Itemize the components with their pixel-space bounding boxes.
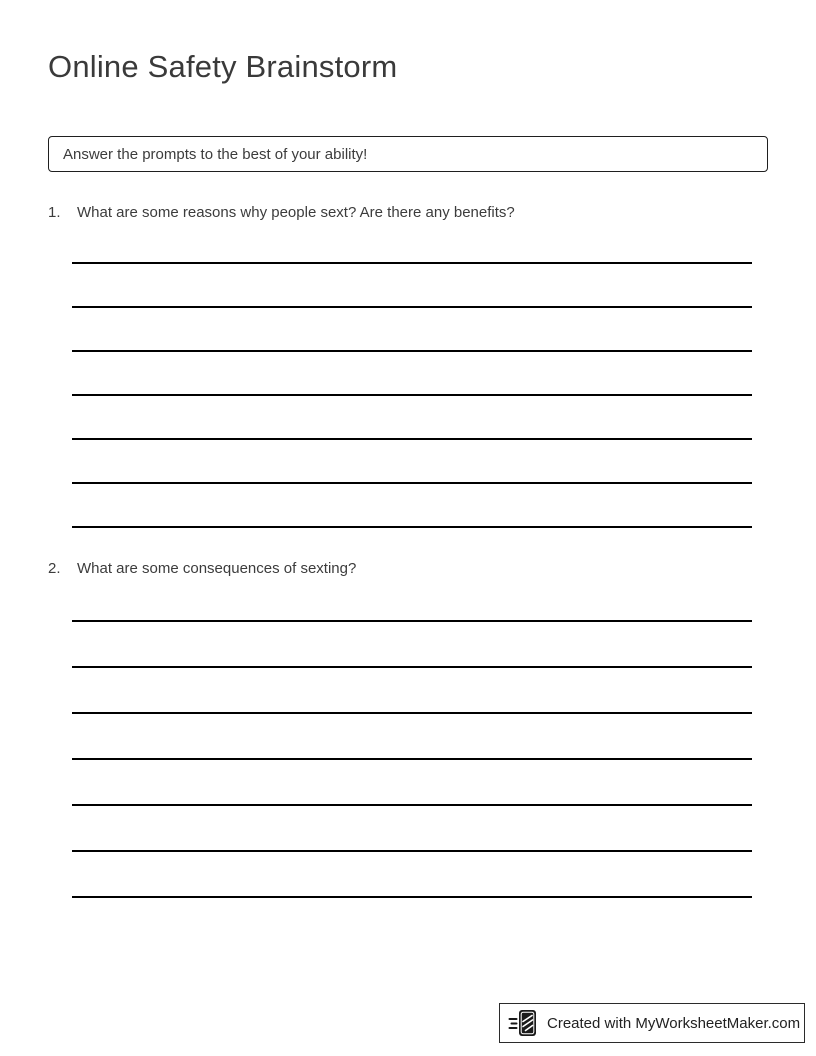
question-1-answer-lines	[72, 220, 752, 528]
answer-line	[72, 806, 752, 852]
answer-line	[72, 760, 752, 806]
instruction-text: Answer the prompts to the best of your ability!	[63, 145, 368, 163]
answer-line	[72, 220, 752, 264]
answer-line	[72, 622, 752, 668]
question-2-text: What are some consequences of sexting?	[77, 560, 357, 577]
question-1-text: What are some reasons why people sext? Are there any benefits?	[77, 204, 515, 221]
answer-line	[72, 440, 752, 484]
answer-line	[72, 576, 752, 622]
answer-line	[72, 714, 752, 760]
answer-line	[72, 264, 752, 308]
credit-badge	[499, 1003, 805, 1043]
question-2-number: 2.	[48, 560, 61, 577]
credit-text: Created with MyWorksheetMaker.com	[547, 1014, 801, 1032]
question-2-answer-lines	[72, 576, 752, 898]
answer-line	[72, 852, 752, 898]
question-1-number: 1.	[48, 204, 61, 221]
instruction-box	[48, 136, 768, 172]
answer-line	[72, 352, 752, 396]
worksheet-maker-logo-icon	[508, 1009, 540, 1037]
answer-line	[72, 484, 752, 528]
answer-line	[72, 396, 752, 440]
answer-line	[72, 668, 752, 714]
page-title: Online Safety Brainstorm	[48, 49, 398, 84]
answer-line	[72, 308, 752, 352]
